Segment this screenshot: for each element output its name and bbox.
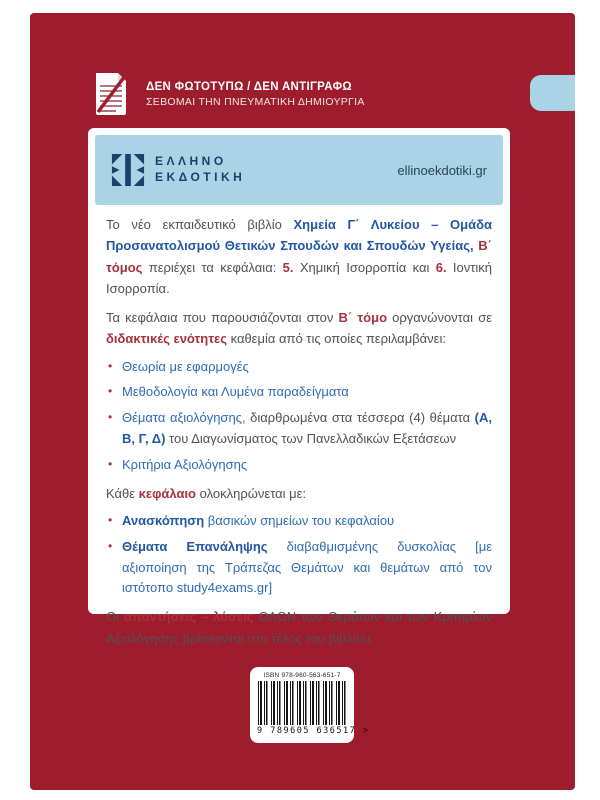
text-run: Θέματα αξιολόγησης,	[122, 410, 246, 426]
publisher-website: ellinoekdotiki.gr	[397, 162, 487, 178]
exam-themes-text: (Α, Β, Γ, Δ)	[122, 410, 493, 447]
emphasis-text: κεφάλαιο	[138, 485, 196, 501]
text-run: Τα κεφάλαια που παρουσιάζονται στον	[106, 309, 339, 325]
unit-features-list	[106, 357, 492, 476]
text-run: Ιοντική Ισορροπία.	[106, 259, 492, 297]
text-run: διαρθρωμένα στα τέσσερα (4) θέματα	[245, 410, 475, 426]
barcode	[250, 667, 370, 743]
intro-paragraph	[106, 214, 492, 300]
list-item	[106, 408, 492, 450]
emphasis-text: διδακτικές ενότητες	[106, 331, 227, 347]
book-title-text: Χημεία Γ΄ Λυκείου – Ομάδα Προσανατολισμού Θετικών Σπουδών και Σπουδών Υγείας,	[106, 217, 492, 254]
list-item	[106, 455, 492, 476]
text-run: Το νέο εκπαιδευτικό βιβλίο	[106, 217, 294, 232]
chapter-number: 6.	[435, 259, 447, 275]
info-card	[88, 128, 510, 646]
text-run: Οι	[106, 609, 125, 625]
text-run: διαβαθμισμένης δυσκολίας [με αξιοποίηση της Τράπεζας Θεμάτων και θεμάτων από τον ιστότοπο study4exams.gr]	[122, 538, 492, 596]
barcode-digits: 9 789605 636517 >	[257, 726, 370, 736]
barcode-bars	[258, 681, 346, 725]
feature-lead-text: Θέματα Επανάληψης	[122, 538, 268, 554]
copy-notice-line1: ΔΕΝ ΦΩΤΟΤΥΠΩ / ΔΕΝ ΑΝΤΙΓΡΑΦΩ	[146, 80, 352, 93]
text-run: οργανώνονται σε	[387, 309, 493, 325]
copy-notice	[92, 69, 365, 119]
chapter-close-paragraph	[106, 483, 492, 504]
list-item	[106, 537, 492, 599]
chapter-end-list	[106, 511, 492, 599]
card-content	[95, 205, 503, 649]
answers-paragraph	[106, 606, 492, 649]
publisher-name-line1: ΕΛΛΗΝΟ	[155, 154, 227, 169]
chapter-number: 5.	[282, 259, 294, 275]
publisher-logo	[111, 153, 245, 187]
isbn-label: ISBN 978-960-563-651-7	[263, 672, 341, 679]
structure-paragraph	[106, 307, 492, 350]
cover-side-tab	[530, 75, 575, 111]
feature-lead-text: Ανασκόπηση	[122, 513, 205, 529]
book-back-cover	[30, 13, 575, 790]
text-run: περιέχει τα κεφάλαια:	[142, 259, 283, 275]
text-run: Θεωρία με εφαρμογές	[122, 358, 249, 374]
publisher-logo-icon	[111, 153, 145, 187]
text-run: βασικών σημείων του κεφαλαίου	[204, 513, 395, 529]
list-item	[106, 357, 492, 378]
publisher-name-line2: ΕΚΔΟΤΙΚΗ	[155, 170, 246, 184]
volume-text: Β΄ τόμος	[106, 238, 492, 275]
list-item	[106, 382, 492, 403]
text-run: Κριτήρια Αξιολόγησης	[122, 456, 248, 472]
copy-notice-text	[146, 81, 365, 108]
text-run: Μεθοδολογία και Λυμένα παραδείγματα	[122, 384, 349, 400]
text-run: Κάθε	[106, 485, 139, 501]
text-run: ολοκληρώνεται με:	[196, 485, 307, 501]
copy-notice-line2: ΣΕΒΟΜΑΙ ΤΗΝ ΠΝΕΥΜΑΤΙΚΗ ΔΗΜΙΟΥΡΓΙΑ	[146, 95, 365, 108]
no-photocopy-icon	[92, 69, 132, 119]
list-item	[106, 511, 492, 532]
publisher-band	[95, 135, 503, 205]
text-run: του Διαγωνίσματος των Πανελλαδικών Εξετάσεων	[165, 431, 457, 447]
text-run: καθεμία από τις οποίες περιλαμβάνει:	[226, 331, 446, 347]
emphasis-text: απαντήσεις – λύσεις	[124, 609, 254, 625]
text-run: ΟΛΩΝ των Θεμάτων και των Κριτηρίων Αξιολόγησης βρίσκονται στο τέλος του βιβλίου.	[106, 609, 492, 646]
text-run: Χημική Ισορροπία και	[293, 259, 436, 275]
volume-text: Β΄ τόμο	[338, 309, 388, 325]
publisher-name	[155, 154, 245, 185]
